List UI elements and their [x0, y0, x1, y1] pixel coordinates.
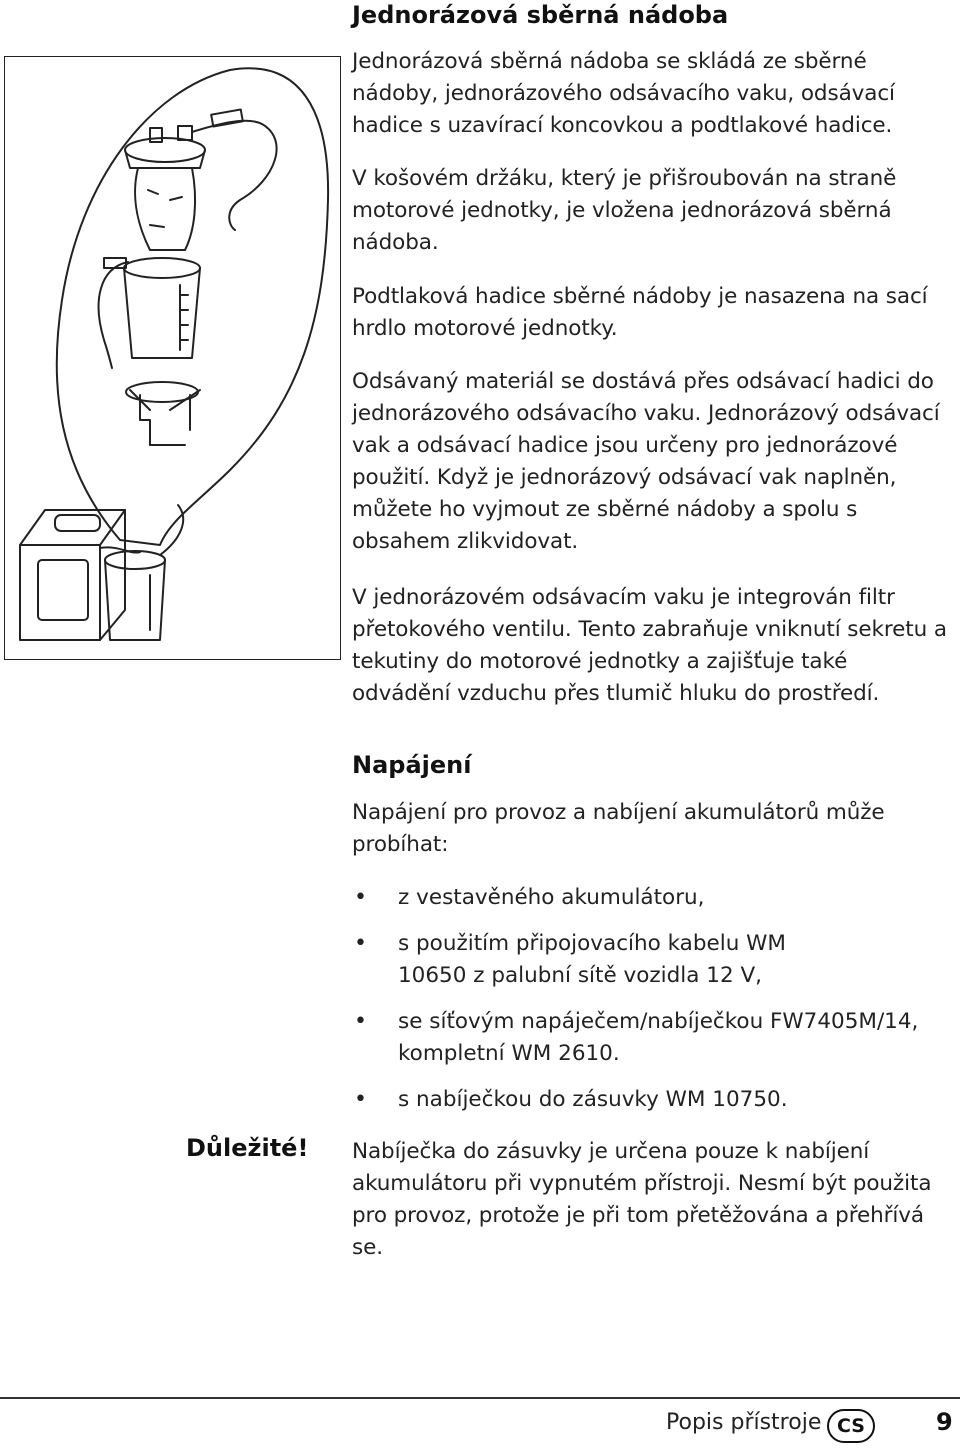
- paragraph-text: Podtlaková hadice sběrné nádoby je nasazena na sací hrdlo motorové jednotky.: [352, 284, 928, 341]
- paragraph-text: Jednorázová sběrná nádoba se skládá ze sběrné nádoby, jednorázového odsávacího vaku, odsávací hadice s uzavírací koncovkou a podtlakové hadice.: [352, 49, 895, 138]
- page-number: 9: [936, 1408, 953, 1436]
- suction-canister-illustration: [0, 50, 345, 665]
- paragraph-5: [352, 582, 952, 710]
- section-power-supply: [352, 750, 952, 780]
- section-title-power-supply: Napájení: [352, 751, 472, 779]
- important-label: Důležité!: [186, 1134, 309, 1162]
- list-item: • se síťovým napáječem/nabíječkou FW7405M/14, kompletní WM 2610.: [352, 1006, 952, 1070]
- paragraph-text: V košovém držáku, který je přišroubován na straně motorové jednotky, je vložena jednorázová sběrná nádoba.: [352, 166, 897, 255]
- language-badge: CS: [827, 1409, 875, 1443]
- important-text: Nabíječka do zásuvky je určena pouze k nabíjení akumulátoru při vypnutém přístroji. Nesmí být použita pro provoz, protože je při tom přetěžována a přehřívá se.: [352, 1139, 932, 1260]
- power-intro: [352, 797, 952, 861]
- paragraph-4: [352, 366, 952, 558]
- paragraph-text: Odsávaný materiál se dostává přes odsávací hadici do jednorázového odsávacího vaku. Jednorázový odsávací vak a odsávací hadice jsou určeny pro jednorázové použití. Když je jednorázový odsávací vak naplněn, můžete ho vyjmout ze sběrné nádoby a spolu s obsahem zlikvidovat.: [352, 369, 940, 554]
- paragraph-1: [352, 46, 952, 142]
- power-options-list: [352, 882, 952, 1116]
- paragraph-text: Napájení pro provoz a nabíjení akumulátorů může probíhat:: [352, 800, 885, 857]
- list-item: • z vestavěného akumulátoru,: [352, 882, 952, 914]
- footer-divider: [0, 1397, 960, 1399]
- footer-section-name: Popis přístroje: [666, 1410, 822, 1435]
- section-disposable-canister: [352, 0, 952, 30]
- paragraph-3: [352, 281, 952, 345]
- section-title-disposable-canister: Jednorázová sběrná nádoba: [352, 1, 729, 29]
- list-item: • s použitím připojovacího kabelu WM 10650 z palubní sítě vozidla 12 V,: [352, 928, 952, 992]
- important-note: [352, 1136, 952, 1264]
- list-item: • s nabíječkou do zásuvky WM 10750.: [352, 1084, 952, 1116]
- paragraph-text: V jednorázovém odsávacím vaku je integrován filtr přetokového ventilu. Tento zabraňuje vniknutí sekretu a tekutiny do motorové jednotky a zajišťuje také odvádění vzduchu přes tlumič hluku do prostředí.: [352, 585, 947, 706]
- paragraph-2: [352, 163, 952, 259]
